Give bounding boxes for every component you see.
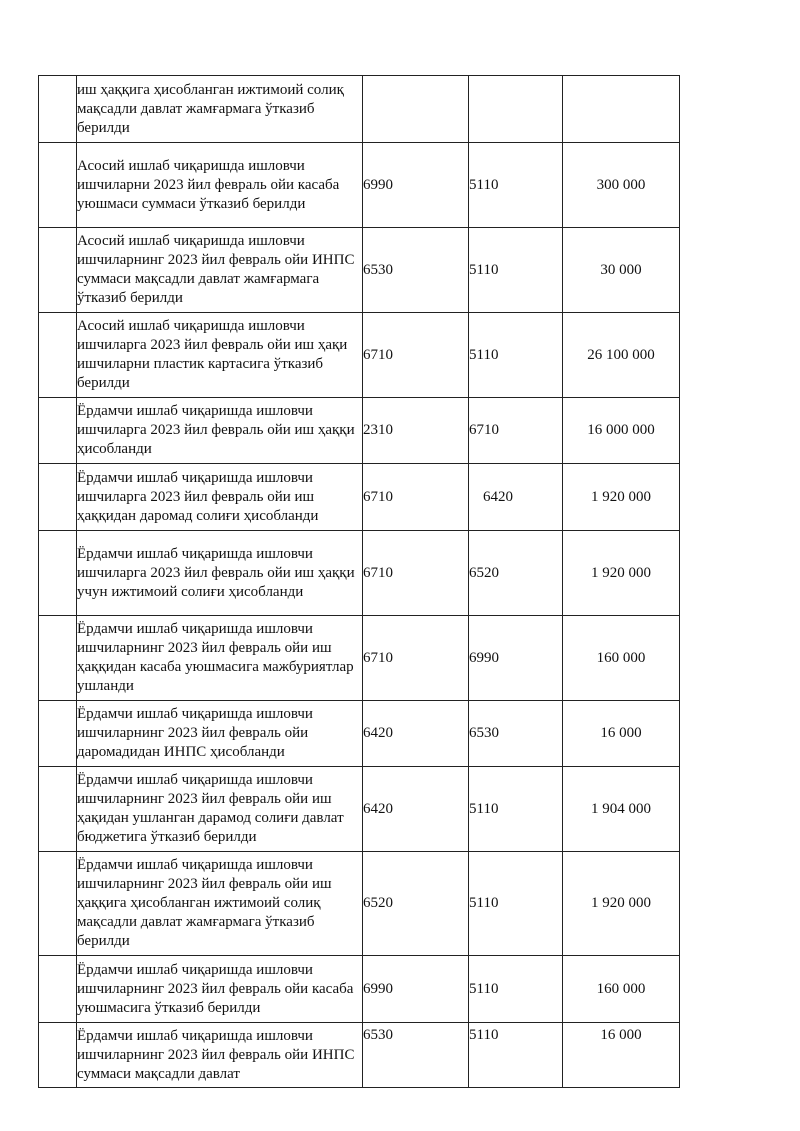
credit-cell: 6990 — [469, 616, 563, 701]
table-row — [39, 228, 680, 313]
table-row — [39, 464, 680, 531]
description-cell: Ёрдамчи ишлаб чиқаришда ишловчи ишчиларга 2023 йил февраль ойи иш ҳаққидан даромад солиғи ҳисобланди — [77, 464, 363, 531]
row-number-cell — [39, 464, 77, 531]
amount-cell: 16 000 000 — [563, 398, 680, 464]
credit-cell: 6520 — [469, 531, 563, 616]
table-row — [39, 767, 680, 852]
debit-cell: 6420 — [363, 701, 469, 767]
row-number-cell — [39, 767, 77, 852]
credit-cell: 5110 — [469, 956, 563, 1023]
description-cell: Ёрдамчи ишлаб чиқаришда ишловчи ишчиларнинг 2023 йил февраль ойи иш ҳаққидан касаба уюшмасига мажбуриятлар ушланди — [77, 616, 363, 701]
row-number-cell — [39, 1023, 77, 1088]
row-number-cell — [39, 313, 77, 398]
debit-cell: 6710 — [363, 531, 469, 616]
debit-cell: 6710 — [363, 464, 469, 531]
credit-cell: 6420 — [469, 464, 563, 531]
amount-cell — [563, 76, 680, 143]
credit-cell: 6530 — [469, 701, 563, 767]
amount-cell: 26 100 000 — [563, 313, 680, 398]
description-cell: Асосий ишлаб чиқаришда ишловчи ишчиларга 2023 йил февраль ойи иш ҳақи ишчиларни пластик картасига ўтказиб берилди — [77, 313, 363, 398]
row-number-cell — [39, 76, 77, 143]
row-number-cell — [39, 852, 77, 956]
debit-cell: 6530 — [363, 228, 469, 313]
credit-cell: 5110 — [469, 143, 563, 228]
table-row — [39, 1023, 680, 1088]
amount-cell: 1 904 000 — [563, 767, 680, 852]
table-row — [39, 76, 680, 143]
description-cell: Ёрдамчи ишлаб чиқаришда ишловчи ишчиларнинг 2023 йил февраль ойи касаба уюшмасига ўтказиб берилди — [77, 956, 363, 1023]
table-row — [39, 398, 680, 464]
amount-cell: 1 920 000 — [563, 531, 680, 616]
row-number-cell — [39, 143, 77, 228]
description-cell: Ёрдамчи ишлаб чиқаришда ишловчи ишчиларнинг 2023 йил февраль ойи даромадидан ИНПС ҳисобланди — [77, 701, 363, 767]
table-row — [39, 143, 680, 228]
credit-cell: 5110 — [469, 313, 563, 398]
credit-cell: 5110 — [469, 852, 563, 956]
credit-cell — [469, 76, 563, 143]
debit-cell: 6710 — [363, 313, 469, 398]
row-number-cell — [39, 956, 77, 1023]
table-row — [39, 313, 680, 398]
row-number-cell — [39, 398, 77, 464]
amount-cell: 300 000 — [563, 143, 680, 228]
amount-cell: 160 000 — [563, 616, 680, 701]
description-cell: Асосий ишлаб чиқаришда ишловчи ишчиларни 2023 йил февраль ойи касаба уюшмаси суммаси ўтказиб берилди — [77, 143, 363, 228]
row-number-cell — [39, 531, 77, 616]
table-row — [39, 701, 680, 767]
description-cell: иш ҳаққига ҳисобланган ижтимоий солиқ мақсадли давлат жамғармага ўтказиб берилди — [77, 76, 363, 143]
row-number-cell — [39, 701, 77, 767]
debit-cell: 6990 — [363, 143, 469, 228]
debit-cell: 6420 — [363, 767, 469, 852]
table-row — [39, 956, 680, 1023]
description-cell: Асосий ишлаб чиқаришда ишловчи ишчиларнинг 2023 йил февраль ойи ИНПС суммаси мақсадли давлат жамғармага ўтказиб берилди — [77, 228, 363, 313]
row-number-cell — [39, 616, 77, 701]
credit-cell: 5110 — [469, 1023, 563, 1088]
debit-cell: 6520 — [363, 852, 469, 956]
amount-cell: 16 000 — [563, 701, 680, 767]
amount-cell: 1 920 000 — [563, 852, 680, 956]
amount-cell: 1 920 000 — [563, 464, 680, 531]
debit-cell: 6710 — [363, 616, 469, 701]
debit-cell: 6530 — [363, 1023, 469, 1088]
table-row — [39, 616, 680, 701]
amount-cell: 30 000 — [563, 228, 680, 313]
description-cell: Ёрдамчи ишлаб чиқаришда ишловчи ишчиларнинг 2023 йил февраль ойи ИНПС суммаси мақсадли давлат — [77, 1023, 363, 1088]
debit-cell: 2310 — [363, 398, 469, 464]
amount-cell: 16 000 — [563, 1023, 680, 1088]
description-cell: Ёрдамчи ишлаб чиқаришда ишловчи ишчиларнинг 2023 йил февраль ойи иш ҳаққига ҳисобланган ижтимоий солиқ мақсадли давлат жамғармага ўтказиб берилди — [77, 852, 363, 956]
description-cell: Ёрдамчи ишлаб чиқаришда ишловчи ишчиларга 2023 йил февраль ойи иш ҳаққи ҳисобланди — [77, 398, 363, 464]
debit-cell — [363, 76, 469, 143]
row-number-cell — [39, 228, 77, 313]
table-row — [39, 852, 680, 956]
amount-cell: 160 000 — [563, 956, 680, 1023]
description-cell: Ёрдамчи ишлаб чиқаришда ишловчи ишчиларга 2023 йил февраль ойи иш ҳаққи учун ижтимоий солиғи ҳисобланди — [77, 531, 363, 616]
description-cell: Ёрдамчи ишлаб чиқаришда ишловчи ишчиларнинг 2023 йил февраль ойи иш ҳақидан ушланган дарамод солиғи давлат бюджетига ўтказиб берилди — [77, 767, 363, 852]
table-row — [39, 531, 680, 616]
debit-cell: 6990 — [363, 956, 469, 1023]
credit-cell: 5110 — [469, 228, 563, 313]
credit-cell: 5110 — [469, 767, 563, 852]
accounting-entries-table — [38, 75, 680, 1088]
credit-cell: 6710 — [469, 398, 563, 464]
